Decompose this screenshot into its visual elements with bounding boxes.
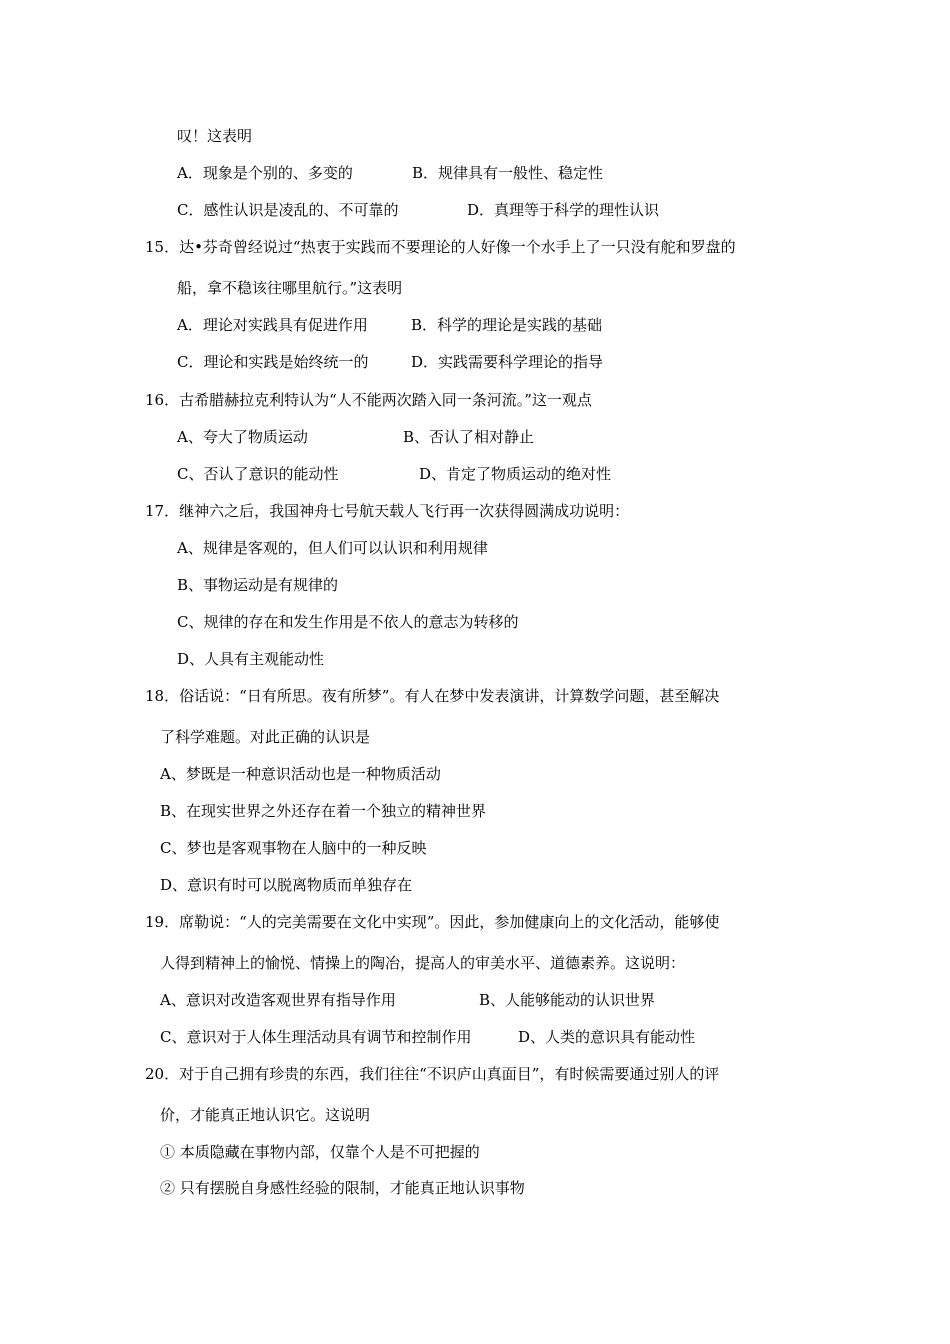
q20-stem-line-2: 价，才能真正地认识它。这说明	[160, 1106, 371, 1124]
q18-option-c: C、梦也是客观事物在人脑中的一种反映	[160, 839, 427, 857]
q19-options-row-2	[160, 1027, 780, 1047]
q17-stem: 17．继神六之后，我国神舟七号航天载人飞行再一次获得圆满成功说明：	[145, 502, 630, 520]
q18-option-d: D、意识有时可以脱离物质而单独存在	[160, 876, 413, 894]
q16-option-d: D、肯定了物质运动的绝对性	[419, 465, 612, 483]
q19-stem-line-2: 人得到精神上的愉悦、情操上的陶冶，提高人的审美水平、道德素养。这说明：	[160, 954, 686, 972]
q14-options-row-2	[177, 200, 777, 220]
q17-option-b: B、事物运动是有规律的	[177, 576, 339, 594]
q17-option-a: A、规律是客观的，但人们可以认识和利用规律	[177, 539, 488, 557]
q19-option-a: A、意识对改造客观世界有指导作用	[160, 991, 396, 1009]
q15-options-row-1	[177, 315, 777, 335]
q16-stem: 16．古希腊赫拉克利特认为“人不能两次踏入同一条河流。”这一观点	[145, 391, 592, 409]
q18-stem-line-1: 18．俗话说：“日有所思。夜有所梦”。有人在梦中发表演讲，计算数学问题，甚至解决	[145, 687, 720, 705]
q19-option-c: C、意识对于人体生理活动具有调节和控制作用	[160, 1028, 472, 1046]
q14-option-d: D．真理等于科学的理性认识	[467, 201, 660, 219]
q20-option-2: ② 只有摆脱自身感性经验的限制，才能真正地认识事物	[160, 1179, 525, 1197]
q15-option-d: D．实践需要科学理论的指导	[411, 353, 604, 371]
q16-options-row-1	[177, 427, 777, 447]
q14-options-row-1	[177, 163, 777, 183]
q16-options-row-2	[177, 464, 777, 484]
q15-option-c: C．理论和实践是始终统一的	[177, 353, 369, 371]
q16-option-c: C、否认了意识的能动性	[177, 465, 339, 483]
q17-option-d: D、人具有主观能动性	[177, 650, 325, 668]
q15-option-a: A．理论对实践具有促进作用	[177, 316, 368, 334]
q18-option-a: A、梦既是一种意识活动也是一种物质活动	[160, 765, 441, 783]
q18-stem-line-2: 了科学难题。对此正确的认识是	[160, 728, 371, 746]
q14-option-b: B．规律具有一般性、稳定性	[412, 164, 604, 182]
q15-stem-line-1: 15．达•芬奇曾经说过“热衷于实践而不要理论的人好像一个水手上了一只没有舵和罗盘的	[145, 238, 736, 256]
q19-option-b: B、人能够能动的认识世界	[479, 991, 656, 1009]
q15-options-row-2	[177, 352, 777, 372]
q16-option-b: B、否认了相对静止	[403, 428, 535, 446]
q19-options-row-1	[160, 990, 780, 1010]
q17-option-c: C、规律的存在和发生作用是不依人的意志为转移的	[177, 613, 519, 631]
q15-option-b: B．科学的理论是实践的基础	[411, 316, 603, 334]
q14-stem-continuation: 叹！这表明	[177, 127, 253, 145]
q18-option-b: B、在现实世界之外还存在着一个独立的精神世界	[160, 802, 487, 820]
q14-option-a: A．现象是个别的、多变的	[177, 164, 353, 182]
q15-stem-line-2: 船，拿不稳该往哪里航行。”这表明	[177, 279, 403, 297]
q16-option-a: A、夸大了物质运动	[177, 428, 308, 446]
q20-option-1: ① 本质隐藏在事物内部，仅靠个人是不可把握的	[160, 1143, 480, 1161]
q19-option-d: D、人类的意识具有能动性	[518, 1028, 696, 1046]
q20-stem-line-1: 20．对于自己拥有珍贵的东西，我们往往“不识庐山真面目”，有时候需要通过别人的评	[145, 1065, 720, 1083]
q19-stem-line-1: 19．席勒说：“人的完美需要在文化中实现”。因此，参加健康向上的文化活动，能够使	[145, 913, 720, 931]
q14-option-c: C．感性认识是凌乱的、不可靠的	[177, 201, 399, 219]
